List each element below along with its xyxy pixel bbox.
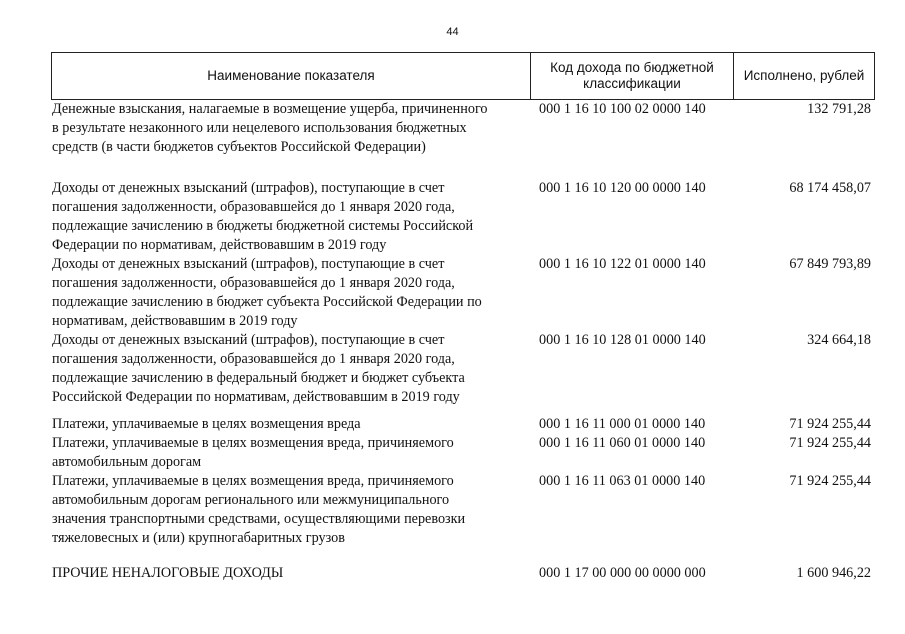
revenue-table: [51, 52, 875, 583]
row-indicator-name: Платежи, уплачиваемые в целях возмещения вреда, причиняемого автомобильным дорогам: [52, 435, 454, 470]
row-indicator-name: Доходы от денежных взысканий (штрафов), поступающие в счет погашения задолженности, образовавшейся до 1 января 2020 года, подлежащие зачислению в федеральный бюджет и бюджет субъекта Российской Федерации по нормативам, действовавшим в 2019 году: [52, 332, 465, 405]
row-revenue-code: 000 1 16 11 060 01 0000 140: [539, 435, 706, 451]
row-amount: 71 924 255,44: [789, 435, 871, 451]
table-body: [51, 100, 875, 583]
row-amount: 67 849 793,89: [789, 256, 871, 272]
header-revenue-code: Код дохода по бюджетной классификации: [531, 53, 734, 99]
row-amount: 1 600 946,22: [796, 565, 871, 581]
row-indicator-name: ПРОЧИЕ НЕНАЛОГОВЫЕ ДОХОДЫ: [52, 565, 284, 581]
row-revenue-code: 000 1 16 10 122 01 0000 140: [539, 256, 706, 272]
row-indicator-name: Платежи, уплачиваемые в целях возмещения вреда, причиняемого автомобильным дорогам регионального или межмуниципального значения транспортными средствами, осуществляющими перевозки тяжеловесных и (или) крупногабаритных грузов: [52, 473, 466, 546]
header-executed-amount: Исполнено, рублей: [743, 68, 865, 83]
table-row: [51, 434, 875, 472]
row-indicator-name: Платежи, уплачиваемые в целях возмещения вреда: [52, 416, 361, 432]
row-amount: 71 924 255,44: [789, 416, 871, 432]
header-indicator-name: Наименование показателя: [52, 53, 531, 99]
row-revenue-code: 000 1 16 10 128 01 0000 140: [539, 332, 706, 348]
row-revenue-code: 000 1 17 00 000 00 0000 000: [539, 565, 706, 581]
table-row: [51, 564, 875, 583]
table-row: [51, 179, 875, 255]
table-row: [51, 100, 875, 157]
page-number: 44: [446, 26, 459, 38]
row-amount: 71 924 255,44: [789, 473, 871, 489]
row-revenue-code: 000 1 16 11 063 01 0000 140: [539, 473, 706, 489]
row-amount: 324 664,18: [807, 332, 871, 348]
row-revenue-code: 000 1 16 10 100 02 0000 140: [539, 101, 706, 117]
table-row: [51, 255, 875, 331]
row-indicator-name: Доходы от денежных взысканий (штрафов), поступающие в счет погашения задолженности, образовавшейся до 1 января 2020 года, подлежащие зачислению в бюджет субъекта Российской Федерации по нормативам, действовавшим в 2019 году: [52, 256, 482, 329]
row-amount: 132 791,28: [807, 101, 871, 117]
table-row: [51, 331, 875, 407]
row-revenue-code: 000 1 16 10 120 00 0000 140: [539, 180, 706, 196]
row-indicator-name: Денежные взыскания, налагаемые в возмещение ущерба, причиненного в результате незаконного или нецелевого использования бюджетных средств (в части бюджетов субъектов Российской Федерации): [52, 101, 488, 155]
table-row: [51, 472, 875, 548]
row-revenue-code: 000 1 16 11 000 01 0000 140: [539, 416, 706, 432]
row-amount: 68 174 458,07: [789, 180, 871, 196]
table-header: [51, 52, 875, 100]
table-row: [51, 415, 875, 434]
row-indicator-name: Доходы от денежных взысканий (штрафов), поступающие в счет погашения задолженности, образовавшейся до 1 января 2020 года, подлежащие зачислению в бюджеты бюджетной системы Российской Федерации по нормативам, действовавшим в 2019 году: [52, 180, 474, 253]
